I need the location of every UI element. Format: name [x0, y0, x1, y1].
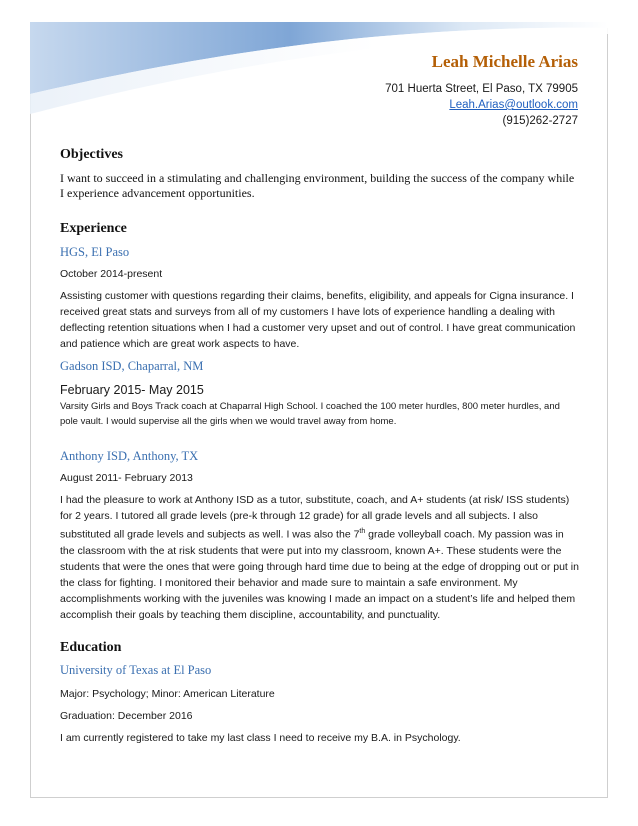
objectives-text: I want to succeed in a stimulating and challenging environment, building the success of the company while I experience advancement opportunities. [60, 171, 575, 200]
job-entry-anthony [60, 449, 580, 623]
job-description-part: I had the pleasure to work at Anthony ISD as a tutor, substitute, coach, and A+ students (at risk/ ISS students) for 2 years. I tutored all grade levels (pre-k through 12 grade) for all grade levels and all subjects. I also substituted all grade levels and subjects as well. I was also the 7 [60, 494, 570, 541]
education-major: Major: Psychology; Minor: American Literature [60, 687, 275, 700]
job-description-part: grade volleyball coach. My passion was in the classroom with the at risk students that were put into my classroom, known A+. These students were the students that were the ones that were going through hard time due to being at the edge of dropping out or put in the class for fighting. I monitored their behavior and made sure to maintain a safe environment. My accomplishments working with the juveniles was knowing I made an impact on a student’s life and helped them accomplish their goals by teaching them discipline, accountability, and punctuality. [60, 528, 579, 621]
job-dates: October 2014-present [60, 268, 163, 280]
phone-number: (915)262-2727 [502, 115, 578, 127]
job-entry-hgs [60, 245, 580, 352]
job-entry-gadson [60, 359, 580, 429]
resume-header [385, 52, 578, 129]
job-description [60, 492, 580, 623]
education-note: I am currently registered to take my last class I need to receive my B.A. in Psychology. [60, 731, 461, 744]
job-dates: August 2011- February 2013 [60, 472, 193, 484]
education-graduation: Graduation: December 2016 [60, 709, 193, 722]
education-heading: Education [60, 639, 122, 655]
experience-heading: Experience [60, 221, 127, 236]
applicant-name: Leah Michelle Arias [431, 52, 578, 71]
employer-name: Gadson ISD, Chaparral, NM [60, 359, 204, 373]
ordinal-suffix: th [359, 528, 366, 535]
objectives-heading: Objectives [60, 147, 123, 162]
address: 701 Huerta Street, El Paso, TX 79905 [385, 83, 578, 95]
email-link[interactable]: Leah.Arias@outlook.com [449, 99, 578, 111]
job-description: Varsity Girls and Boys Track coach at Chaparral High School. I coached the 100 meter hurdles, 800 meter hurdles, and pole vault. I would supervise all the girls when we would travel away from home. [60, 401, 560, 427]
employer-name: Anthony ISD, Anthony, TX [60, 449, 199, 463]
job-description: Assisting customer with questions regarding their claims, benefits, eligibility, and appeals for Cigna insurance. I received great stats and surveys from all of my customers I have lots of experience handling a dealing with deflecting retention situations when I had a customer very upset and out of control. I have great communication and patience which are great work aspects to have. [60, 290, 576, 350]
resume-body [60, 147, 580, 752]
job-dates: February 2015- May 2015 [60, 383, 204, 397]
school-name: University of Texas at El Paso [60, 662, 212, 677]
employer-name: HGS, El Paso [60, 245, 130, 259]
